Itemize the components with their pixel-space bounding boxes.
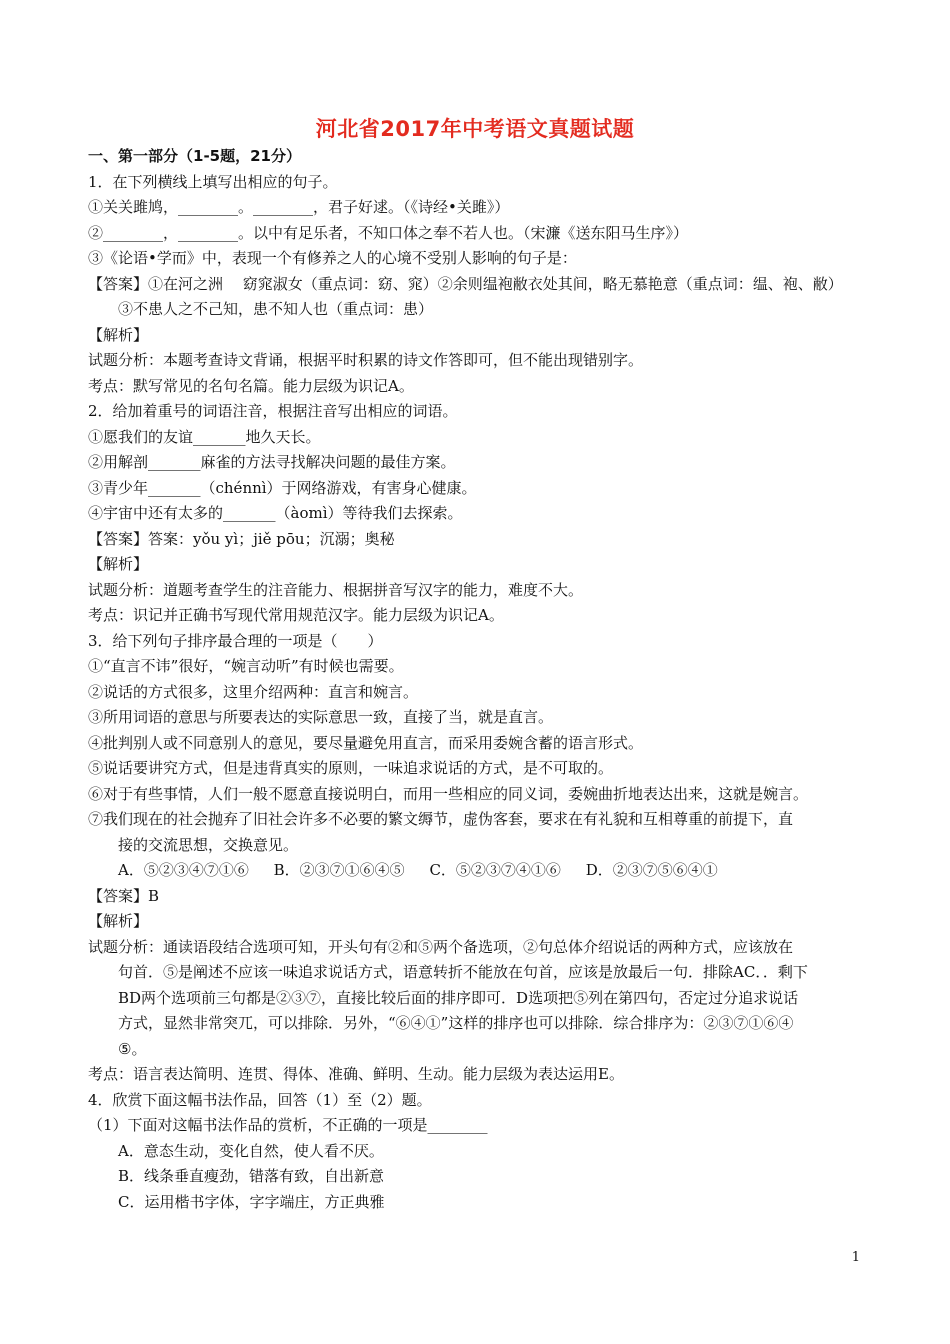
question-block-2 xyxy=(88,886,868,1212)
text-line: 试题分析：本题考查诗文背诵，根据平时积累的诗文作答即可，但不能出现错别字。 xyxy=(88,351,644,369)
text-line: 考点：默写常见的名句名篇。能力层级为识记A。 xyxy=(88,376,414,395)
text-line: 【答案】答案：yǒu yì；jiě pōu；沉溺；奥秘 xyxy=(88,529,395,548)
text-line: A．意态生动，变化自然，使人看不厌。 xyxy=(118,1141,384,1160)
text-line: ④批判别人或不同意别人的意见，要尽量避免用直言，而采用委婉含蓄的语言形式。 xyxy=(88,733,644,752)
text-line: 2．给加着重号的词语注音，根据注音写出相应的词语。 xyxy=(88,402,458,420)
q3-option-d: D．②③⑦⑤⑥④① xyxy=(585,861,718,879)
text-line: ⑥对于有些事情，人们一般不愿意直接说明白，而用一些相应的同义词，委婉曲折地表达出来，这就是婉言。 xyxy=(88,784,809,803)
q3-option-a: A．⑤②③④⑦①⑥ xyxy=(118,861,249,879)
text-line: 【解析】 xyxy=(88,325,149,344)
text-line: ②说话的方式很多，这里介绍两种：直言和婉言。 xyxy=(88,682,419,701)
page-title: 河北省2017年中考语文真题试题 xyxy=(315,117,635,141)
text-line: 【解析】 xyxy=(88,555,149,573)
text-line: 【答案】①在河之洲 窈窕淑女（重点词：窈、窕）②余则缊袍敝衣处其间，略无慕艳意（重点词：缊、袍、敝） xyxy=(88,274,843,293)
text-line: 【解析】 xyxy=(88,912,149,930)
text-line: ③《论语•学而》中，表现一个有修养之人的心境不受别人影响的句子是： xyxy=(88,249,577,267)
text-line: 试题分析：通读语段结合选项可知，开头句有②和⑤两个备选项，②句总体介绍说话的两种方式，应该放在 xyxy=(88,937,794,956)
text-line: 句首．⑤是阐述不应该一味追求说话方式，语意转折不能放在句首，应该是放最后一句．排除AC．．剩下 xyxy=(118,963,808,981)
text-line: ⑤。 xyxy=(118,1039,147,1058)
q3-option-b: B．②③⑦①⑥④⑤ xyxy=(273,861,405,879)
text-line: ③不患人之不己知，患不知人也（重点词：患） xyxy=(118,300,434,318)
text-line: ③青少年_______（chénnì）于网络游戏，有害身心健康。 xyxy=(88,478,477,497)
text-line: ①“直言不讳”很好，“婉言动听”有时候也需要。 xyxy=(88,657,404,675)
text-line: ②用解剖_______麻雀的方法寻找解决问题的最佳方案。 xyxy=(88,453,456,471)
text-line: B．线条垂直瘦劲，错落有致，自出新意 xyxy=(118,1167,385,1185)
text-line: 方式，显然非常突兀，可以排除．另外，“⑥④①”这样的排序也可以排除．综合排序为：②③⑦①⑥④ xyxy=(118,1014,794,1032)
text-line: （1）下面对这幅书法作品的赏析，不正确的一项是________ xyxy=(88,1116,488,1134)
text-line: C．运用楷书字体，字字端庄，方正典雅 xyxy=(118,1192,385,1211)
text-line: 试题分析：道题考查学生的注音能力、根据拼音写汉字的能力，难度不大。 xyxy=(88,580,584,599)
text-line: 4．欣赏下面这幅书法作品，回答（1）至（2）题。 xyxy=(88,1090,432,1109)
text-line: ①愿我们的友谊_______地久天长。 xyxy=(88,427,321,446)
text-line: 考点：识记并正确书写现代常用规范汉字。能力层级为识记A。 xyxy=(88,606,504,624)
text-line: 1．在下列横线上填写出相应的句子。 xyxy=(88,172,338,191)
text-line: ⑦我们现在的社会抛弃了旧社会许多不必要的繁文缛节，虚伪客套，要求在有礼貌和互相尊重的前提下，直 xyxy=(88,810,794,828)
text-line: 3．给下列句子排序最合理的一项是（ ） xyxy=(88,631,383,650)
text-line: 【答案】B xyxy=(88,886,160,905)
text-line: ①关关雎鸠，________。________，君子好逑。（《诗经•关雎》） xyxy=(88,198,510,216)
text-line: 考点：语言表达简明、连贯、得体、准确、鲜明、生动。能力层级为表达运用E。 xyxy=(88,1065,624,1083)
text-line: ⑤说话要讲究方式，但是违背真实的原则，一味追求说话的方式，是不可取的。 xyxy=(88,759,614,777)
q3-option-c: C．⑤②③⑦④①⑥ xyxy=(429,861,561,879)
document-body xyxy=(88,146,868,1217)
text-line: ④宇宙中还有太多的_______（àomì）等待我们去探索。 xyxy=(88,504,463,522)
text-line: ②________，________。以中有足乐者，不知口体之奉不若人也。（宋濂《送东阳马生序》） xyxy=(88,223,689,242)
text-line: ③所用词语的意思与所要表达的实际意思一致，直接了当，就是直言。 xyxy=(88,708,554,726)
q3-options xyxy=(88,860,868,880)
text-line: 接的交流思想，交换意见。 xyxy=(118,835,299,854)
question-block-1 xyxy=(88,172,868,855)
text-line: BD两个选项前三句都是②③⑦，直接比较后面的排序即可．D选项把⑤列在第四句，否定过分追求说话 xyxy=(118,988,799,1007)
section-heading: 一、第一部分（1-5题，21分） xyxy=(88,147,301,165)
page-number: 1 xyxy=(851,1250,860,1265)
